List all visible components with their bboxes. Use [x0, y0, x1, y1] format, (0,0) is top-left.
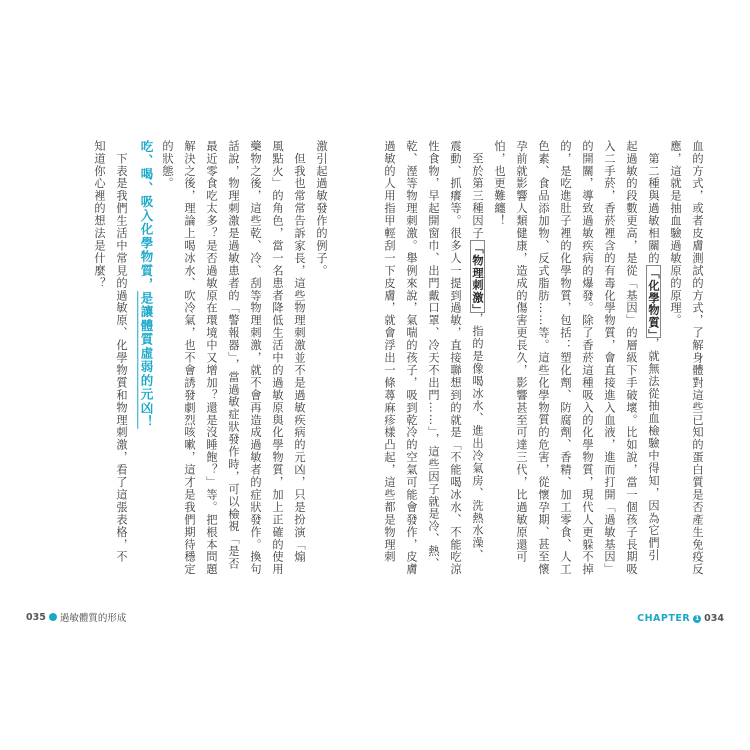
right-col-3: 第二種與過敏相關的「化學物質」，就無法從抽血檢驗中得知，因為它們引	[647, 140, 660, 562]
bullet-dot-icon	[49, 613, 57, 621]
left-col-4: 藥物之後，這些乾、冷、刮等物理刺激，就不會再造成過敏者的症狀發作。換句	[249, 140, 262, 576]
left-page-number: 035	[26, 611, 46, 623]
right-col-14: 乾、溼等物理刺激。舉例來說，氣喘的孩子，吸到乾冷的空氣可能會發作，皮膚	[405, 140, 418, 576]
right-col-2: 應，這就是抽血驗過敏原的原理。	[669, 140, 682, 327]
left-col-2: 但我也常常告訴家長，這些物理刺激並不是過敏疾病的元凶，只是扮演「煽	[293, 140, 306, 564]
left-footer-title: 過敏體質的形成	[59, 613, 127, 624]
right-col-6: 的開關，導致過敏疾病的爆發。除了香菸這種吸入的化學物質，現代人更躲不掉	[581, 140, 594, 576]
chapter-label: CHAPTER	[637, 613, 691, 624]
left-footer	[26, 610, 126, 624]
right-col-9: 孕前就影響人類健康，造成的傷害更長久，影響甚至可達三代，比過敏原還可	[515, 140, 528, 564]
right-col-11: 至於第三種因子「物理刺激」，指的是像喝冰水、進出冷氣房、洗熱水澡、	[471, 140, 484, 562]
right-col-12: 震動、抓癢等。很多人一提到過敏，直接聯想到的就是「不能喝冰水、不能吃涼	[449, 140, 462, 576]
right-col-8: 色素、食品添加物、反式脂肪……等。這些化學物質的危害，從懷孕期、甚至懷	[537, 140, 550, 576]
right-col-1: 血的方式，或者皮膚測試的方式，了解身體對這些已知的蛋白質是否產生免疫反	[691, 140, 704, 576]
section-heading: 吃、喝、吸入化學物質，是讓體質虛弱的元凶！	[139, 140, 154, 429]
right-col-5: 入二手菸，香菸裡含的有毒化學物質，會直接進入血液，進而打開「過敏基因」	[603, 140, 616, 576]
right-footer	[637, 613, 724, 624]
right-col-7: 的，是吃進肚子裡的化學物質，包括：塑化劑、防腐劑、香精、加工零食、人工	[559, 140, 572, 576]
left-col-5: 話說，物理刺激是過敏患者的「警報器」，當過敏症狀發作時，可以檢視「是否	[227, 140, 240, 571]
right-col-4: 起過敏的段數更高，是從「基因」的層級下手破壞。比如說，當一個孩子長期吸	[625, 140, 638, 576]
left-col-1: 激引起過敏發作的例子。	[315, 140, 328, 277]
left-col-6: 最近零食吃太多？是否過敏原在環境中又增加？還是沒睡飽？」等。把根本問題	[205, 140, 218, 576]
left-col-11: 知道你心裡的想法是什麼？	[93, 140, 106, 290]
left-col-7: 解決之後，理論上喝冰水、吹冷氣，也不會誘發劇烈咳嗽，這才是我們期待穩定	[183, 140, 196, 576]
left-col-3: 風點火」的角色，當一名患者降低生活中的過敏原與化學物質，加上正確的使用	[271, 140, 284, 576]
right-col-15: 過敏的人用指甲輕刮一下皮膚，就會浮出一條蕁麻疹樣凸起，這些都是物理刺	[383, 140, 396, 564]
right-page-number: 034	[704, 613, 724, 624]
left-col-8: 的狀態。	[161, 140, 174, 190]
right-col-13: 性食物，早起開窗巾、出門戴口罩、冷天不出門……」，這些因子就是冷、熱、	[427, 140, 440, 571]
right-col-10: 怕，也更難纏！	[493, 140, 506, 228]
chapter-number-badge: 1	[695, 614, 700, 622]
left-col-10: 下表是我們生活中常見的過敏原、化學物質和物理刺激，看了這張表格，不	[115, 140, 128, 564]
